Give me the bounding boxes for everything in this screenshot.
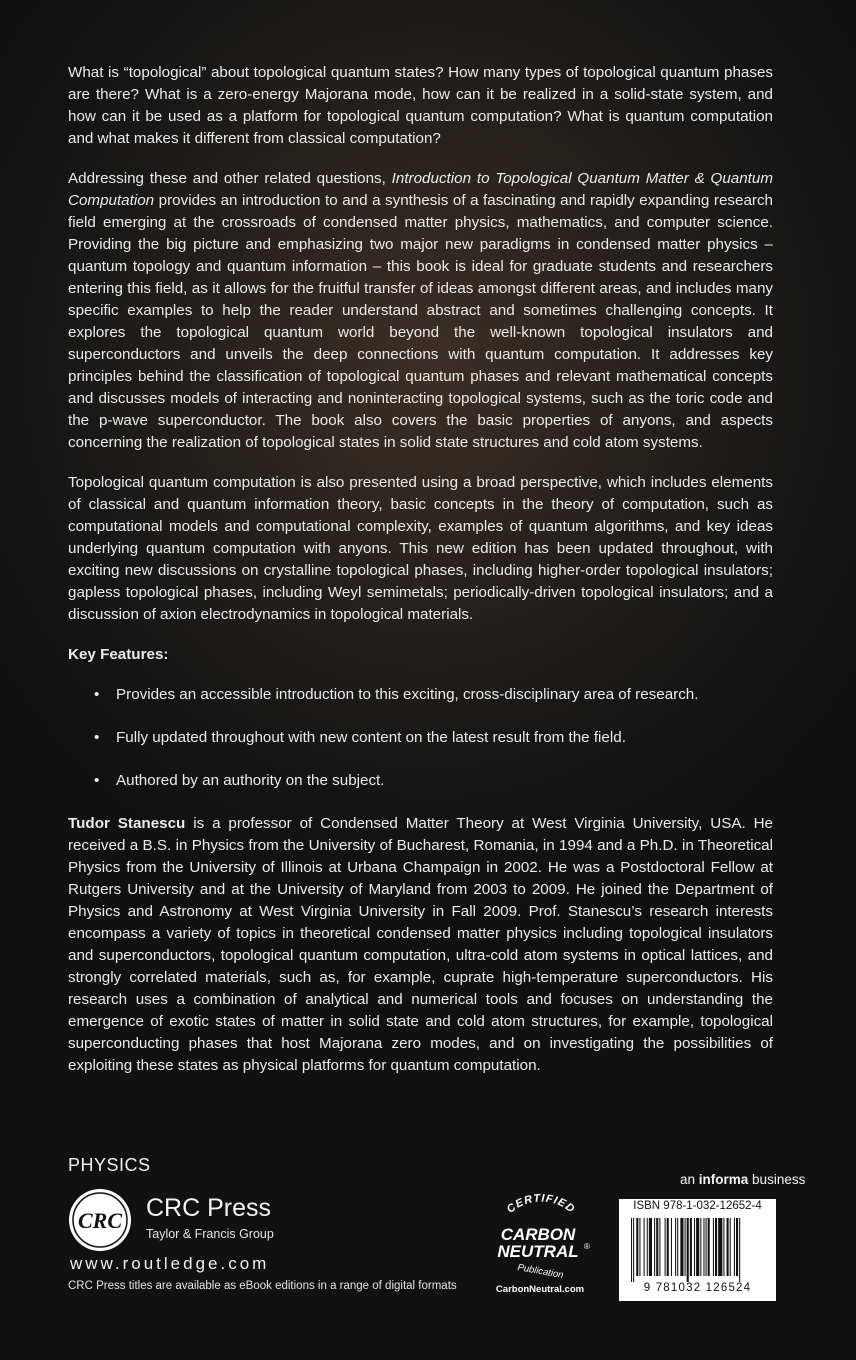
isbn-barcode <box>619 1199 776 1301</box>
website-link[interactable]: www.routledge.com <box>70 1254 270 1273</box>
crc-logo-icon <box>68 1188 132 1252</box>
key-feature-item: • Provides an accessible introduction to this exciting, cross-disciplinary area of research. <box>68 684 773 706</box>
barcode-bar <box>727 1218 729 1276</box>
barcode-bar <box>723 1218 724 1276</box>
informa-bold: informa <box>698 1172 749 1187</box>
barcode-bar <box>680 1218 683 1276</box>
barcode-bar <box>644 1218 645 1276</box>
barcode-bar <box>656 1218 658 1276</box>
author-bio-text: is a professor of Condensed Matter Theory at West Virginia University, USA. He received a B.S. in Physics from the University of Bucharest, Romania, in 1994 and a Ph.D. in Theoretical Physics from the University of Illinois at Urbana Champaign in 2002. He was a Postdoctoral Fellow at Rutgers University and at the University of Maryland from 2003 to 2009. He joined the Department of Physics and Astronomy at West Virginia University in Fall 2009. Prof. Stanescu’s research interests encompass a variety of topics in theoretical condensed matter physics including topological insulators and superconductors, topological quantum computation, ultra-cold atom systems in optical lattices, and strongly correlated materials, such as, for example, cuprate high-temperature superconductors. His research uses a combination of analytical and numerical tools and focuses on understanding the emergence of exotic states of matter in solid state and cold atom structures, for example, topological superconducting phases that host Majorana zero modes, and on investigating the possibilities of exploiting these states as physical platforms for quantum computation. <box>68 815 773 1074</box>
barcode-number: 9 781032 126524 <box>643 1282 752 1294</box>
author-name: Tudor Stanescu <box>68 815 186 832</box>
barcode-bar <box>690 1218 692 1276</box>
description-paragraph <box>68 168 773 454</box>
intro-questions-paragraph: What is “topological” about topological quantum states? How many types of topological quantum phases are there? What is a zero-energy Majorana mode, how can it be realized in a solid-state system, and how can it be used as a platform for topological quantum computation? What is quantum computation and what makes it different from classical computation? <box>68 64 773 147</box>
author-bio <box>68 813 773 1077</box>
informa-prefix: an <box>680 1172 699 1187</box>
key-features-heading: Key Features: <box>68 646 169 663</box>
carbon-certified-text: CERTIFIED <box>504 1192 578 1216</box>
barcode-bar <box>703 1218 704 1276</box>
carbon-reg-mark: ® <box>584 1242 590 1251</box>
computation-paragraph: Topological quantum computation is also presented using a broad perspective, which includes elements of classical and quantum information theory, basic concepts in the theory of computation, such as computational models and computational complexity, examples of quantum algorithms, and key ideas underlying quantum computation with anyons. This new edition has been updated throughout, with exciting new discussions on crystalline topological phases, including higher-order topological insulators; gapless topological phases, including Weyl semimetals; periodically-driven topological insulators; and a discussion of axion electrodynamics in topological materials. <box>68 474 773 623</box>
barcode-bar <box>685 1218 686 1276</box>
key-feature-item: • Authored by an authority on the subject. <box>68 770 773 792</box>
barcode-bar <box>677 1218 678 1276</box>
barcode-bar <box>730 1218 731 1276</box>
subject-label: PHYSICS <box>68 1155 151 1175</box>
carbon-publication-text: Publication <box>516 1262 565 1281</box>
barcode-bar <box>713 1218 714 1276</box>
barcode-bar <box>639 1218 640 1276</box>
carbon-site-text: CarbonNeutral.com <box>495 1284 585 1295</box>
barcode-bar <box>671 1218 672 1276</box>
barcode-bars <box>631 1218 771 1282</box>
publisher-group: Taylor & Francis Group <box>146 1227 274 1241</box>
barcode-bar <box>718 1218 722 1276</box>
ebook-note: CRC Press titles are available as eBook editions in a range of digital formats <box>68 1280 457 1292</box>
barcode-bar <box>665 1218 666 1276</box>
barcode-bar <box>694 1218 695 1276</box>
barcode-bar <box>734 1218 735 1276</box>
key-feature-item: • Fully updated throughout with new content on the latest result from the field. <box>68 727 773 749</box>
svg-text:CERTIFIED <box>505 1192 578 1215</box>
book-title: Introduction to Topological Quantum Matter & Quantum Computation <box>68 170 773 209</box>
informa-tagline <box>680 1172 805 1187</box>
isbn-text: ISBN 978-1-032-12652-4 <box>633 1200 762 1212</box>
barcode-bar <box>708 1218 710 1276</box>
barcode-bar <box>649 1218 652 1276</box>
neutral-word: NEUTRAL <box>497 1242 579 1261</box>
barcode-bar <box>700 1218 701 1276</box>
crc-logo-text: CRC <box>77 1208 123 1233</box>
barcode-bar <box>636 1218 638 1276</box>
key-features-list <box>68 684 773 792</box>
back-cover-text <box>68 62 773 1095</box>
barcode-bar <box>706 1218 707 1276</box>
barcode-bar <box>715 1218 717 1276</box>
barcode-bar <box>667 1218 669 1276</box>
description-lead: Addressing these and other related questions, <box>68 170 392 187</box>
carbon-neutral-logo-icon <box>484 1188 598 1300</box>
description-rest: provides an introduction to and a synthesis of a fascinating and rapidly expanding research field emerging at the crossroads of condensed matter physics, mathematics, and computer science. Providing the big picture and emphasizing two major new paradigms in condensed matter physics – quantum topology and quantum information – this book is ideal for graduate students and researchers entering this field, as it allows for the fruitful transfer of ideas amongst different areas, and includes many specific examples to help the reader understand abstract and sometimes challenging concepts. It explores the topological quantum world beyond the well-known topological insulators and superconductors and unveils the deep connections with quantum computation. It addresses key principles behind the classification of topological quantum phases and relevant mathematical concepts and discusses models of interacting and noninteracting topological systems, such as the toric code and the p-wave superconductor. The book also covers the basic properties of anyons, and aspects concerning the realization of topological states in solid state structures and cold atom systems. <box>68 192 773 451</box>
publisher-name: CRC Press <box>146 1194 272 1222</box>
barcode-bar <box>654 1218 655 1276</box>
barcode-bar <box>687 1218 689 1282</box>
barcode-bar <box>647 1218 648 1276</box>
barcode-bar <box>633 1218 634 1282</box>
informa-suffix: business <box>748 1172 806 1187</box>
barcode-bar <box>736 1218 738 1276</box>
barcode-bar <box>739 1218 740 1282</box>
carbon-word: CARBON <box>500 1225 576 1244</box>
barcode-bar <box>631 1218 632 1282</box>
barcode-bar <box>675 1218 676 1276</box>
barcode-bar <box>659 1218 660 1276</box>
barcode-bar <box>696 1218 699 1276</box>
